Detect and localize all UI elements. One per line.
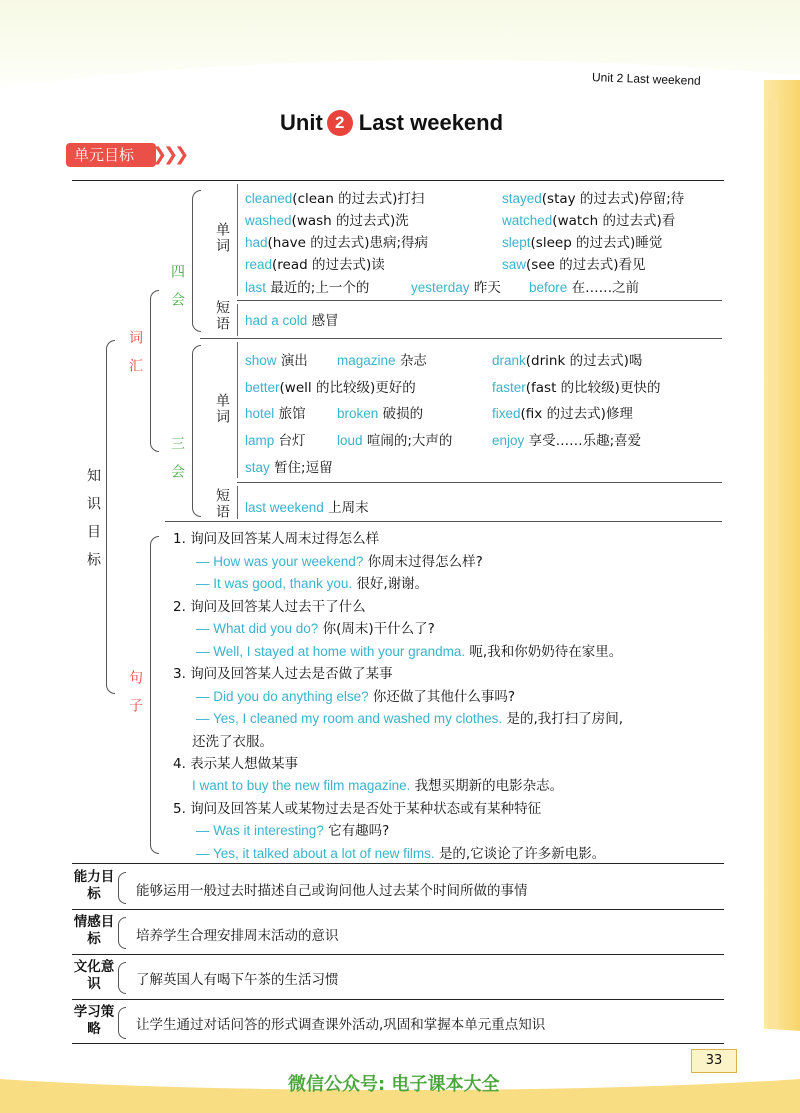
vocab-item: loud 喧闹的;大声的 xyxy=(337,433,453,449)
brace xyxy=(192,190,201,332)
rule xyxy=(237,304,238,336)
brace xyxy=(150,536,159,854)
section-rule xyxy=(72,999,724,1000)
vocab-item: stayed(stay 的过去式)停留;待 xyxy=(502,191,685,207)
brace xyxy=(118,962,126,994)
vocab-item: watched(watch 的过去式)看 xyxy=(502,213,676,229)
vocab-item: broken 破损的 xyxy=(337,406,424,422)
goal-text-strategy: 让学生通过对话问答的形式调查课外活动,巩固和掌握本单元重点知识 xyxy=(136,1017,546,1033)
rule xyxy=(237,184,238,296)
vocab-item: lamp 台灯 xyxy=(245,433,306,449)
section-rule xyxy=(72,954,724,955)
rule xyxy=(237,342,238,478)
sentence-line: — Was it interesting? 它有趣吗? xyxy=(196,823,390,839)
category-three-skill: 三会 xyxy=(169,436,185,492)
rule xyxy=(237,300,722,301)
section-rule xyxy=(72,909,724,910)
sentence-line: — Did you do anything else? 你还做了其他什么事吗? xyxy=(196,689,516,705)
section-rule xyxy=(72,863,724,864)
vocab-item: saw(see 的过去式)看见 xyxy=(502,257,646,273)
vocab-item: washed(wash 的过去式)洗 xyxy=(245,213,409,229)
brace xyxy=(118,917,126,949)
sentence-line: — Well, I stayed at home with your grandma. 呃,我和你奶奶待在家里。 xyxy=(196,644,623,660)
sentence-line: I want to buy the new film magazine. 我想买期新的电影杂志。 xyxy=(192,778,564,794)
phrase-item: last weekend 上周末 xyxy=(245,500,369,516)
brace xyxy=(118,872,126,904)
goal-label-culture: 文化意识 xyxy=(73,959,115,992)
brace xyxy=(192,345,201,517)
chevrons-icon: ❯❯❯ xyxy=(152,144,186,165)
sentence-line: — Yes, it talked about a lot of new films. 是的,它谈论了许多新电影。 xyxy=(196,846,606,862)
vocab-item: before 在……之前 xyxy=(529,280,640,296)
goal-label-ability: 能力目标 xyxy=(73,869,115,902)
vocab-item: fixed(fix 的过去式)修理 xyxy=(492,406,633,422)
vocab-item: faster(fast 的比较级)更快的 xyxy=(492,380,661,396)
sentence-heading: 2. 询问及回答某人过去干了什么 xyxy=(173,599,366,615)
label-word: 单词 xyxy=(214,222,230,254)
vocab-item: last 最近的;上一个的 xyxy=(245,280,370,296)
sentence-heading: 5. 询问及回答某人或某物过去是否处于某种状态或有某种特征 xyxy=(173,801,542,817)
rule xyxy=(200,338,722,339)
unit-title xyxy=(280,110,503,136)
vocab-item: yesterday 昨天 xyxy=(411,280,501,296)
vocab-item: enjoy 享受……乐趣;喜爱 xyxy=(492,433,642,449)
label-word: 单词 xyxy=(214,393,230,425)
sentence-line: 还洗了衣服。 xyxy=(192,734,273,750)
running-header: Unit 2 Last weekend xyxy=(591,70,701,88)
goal-label-emotion: 情感目标 xyxy=(73,914,115,947)
sentence-line: — It was good, thank you. 很好,谢谢。 xyxy=(196,576,429,592)
rule xyxy=(237,482,722,483)
brace xyxy=(106,340,115,694)
unit-name: Last weekend xyxy=(358,110,504,135)
vocab-item: better(well 的比较级)更好的 xyxy=(245,380,416,396)
sentence-line: — What did you do? 你(周末)干什么了? xyxy=(196,621,435,637)
footer-watermark: 微信公众号: 电子课本大全 xyxy=(288,1074,500,1095)
goal-label-strategy: 学习策略 xyxy=(73,1004,115,1037)
vocab-item: drank(drink 的过去式)喝 xyxy=(492,353,643,369)
goal-text-emotion: 培养学生合理安排周末活动的意识 xyxy=(136,928,339,944)
section-label: 单元目标 xyxy=(66,143,156,167)
category-vocab: 词汇 xyxy=(127,330,143,386)
label-phrase: 短语 xyxy=(214,488,230,520)
vocab-item: stay 暂住;逗留 xyxy=(245,460,333,476)
goal-text-culture: 了解英国人有喝下午茶的生活习惯 xyxy=(136,972,339,988)
sentence-line: — How was your weekend? 你周末过得怎么样? xyxy=(196,554,483,570)
brace xyxy=(150,290,159,452)
category-sentences: 句子 xyxy=(127,670,143,726)
sentence-line: — Yes, I cleaned my room and washed my clothes. 是的,我打扫了房间, xyxy=(196,711,624,727)
unit-number-badge: 2 xyxy=(327,110,353,136)
rule xyxy=(237,486,238,519)
vocab-item: hotel 旅馆 xyxy=(245,406,306,422)
page-number: 33 xyxy=(691,1049,737,1073)
table-bottom-rule xyxy=(72,1043,724,1044)
category-four-skill: 四会 xyxy=(169,264,185,320)
phrase-item: had a cold 感冒 xyxy=(245,313,339,329)
brace xyxy=(118,1007,126,1039)
sentence-heading: 1. 询问及回答某人周末过得怎么样 xyxy=(173,531,380,547)
page-edge-strip-inner xyxy=(768,100,778,1080)
unit-word: Unit xyxy=(280,110,323,135)
goal-text-ability: 能够运用一般过去时描述自己或询问他人过去某个时间所做的事情 xyxy=(136,883,528,899)
sentence-heading: 3. 询问及回答某人过去是否做了某事 xyxy=(173,666,393,682)
label-phrase: 短语 xyxy=(214,300,230,332)
vocab-item: cleaned(clean 的过去式)打扫 xyxy=(245,191,425,207)
table-top-rule xyxy=(72,180,724,181)
category-knowledge: 知识目标 xyxy=(85,468,101,580)
vocab-item: had(have 的过去式)患病;得病 xyxy=(245,235,429,251)
vocab-item: show 演出 xyxy=(245,353,308,369)
vocab-item: magazine 杂志 xyxy=(337,353,427,369)
vocab-item: slept(sleep 的过去式)睡觉 xyxy=(502,235,663,251)
rule xyxy=(165,521,722,522)
vocab-item: read(read 的过去式)读 xyxy=(245,257,385,273)
sentence-heading: 4. 表示某人想做某事 xyxy=(173,756,299,772)
